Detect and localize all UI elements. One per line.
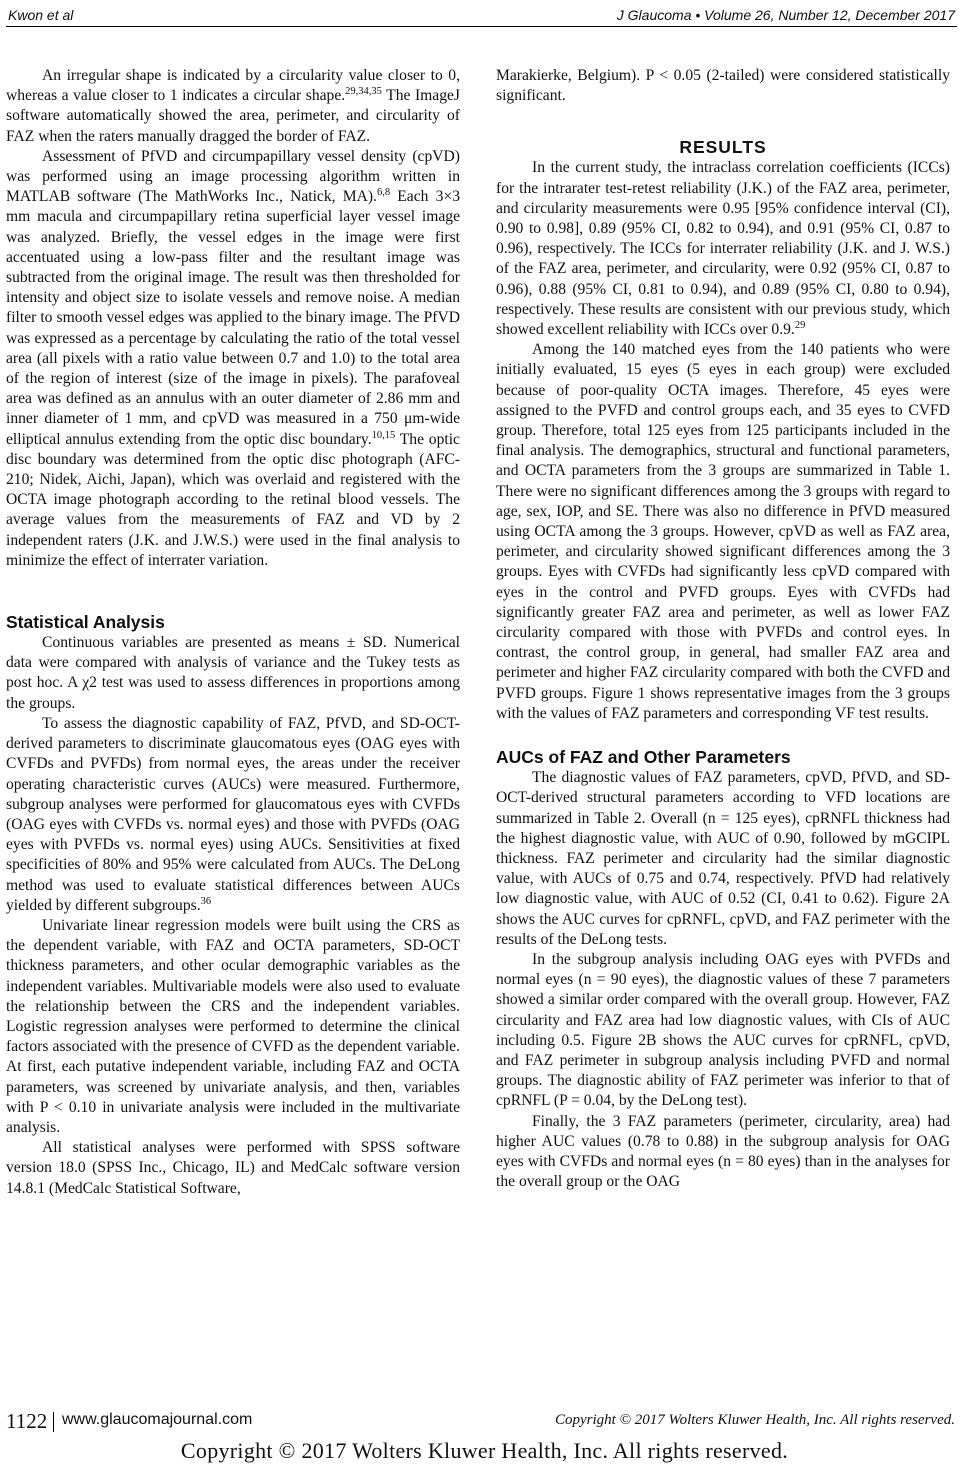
left-column [6,66,460,1199]
heading-aucs: AUCs of FAZ and Other Parameters [496,747,791,768]
citation: 29 [794,320,806,332]
paragraph-aucs-2: In the subgroup analysis including OAG eyes with PVFDs and normal eyes (n = 90 eyes), the diagnostic values of these 7 parameters showed a similar order compared with the overall group. However, FAZ circularity and FAZ area had low diagnostic values, with CIs of AUC including 0.5. Figure 2B shows the AUC curves for cpRNFL, cpVD, and FAZ perimeter in subgroup analysis including PVFD and normal groups. The diagnostic ability of FAZ perimeter was inferior to that of cpRNFL (P = 0.04, by the DeLong test). [496,950,950,1110]
citation: 36 [200,895,212,907]
paragraph-results-2: Among the 140 matched eyes from the 140 patients who were initially evaluated, 15 eyes (5 eyes in each group) were excluded because of poor-quality OCTA images. Therefore, 45 eyes were assigned to the PVFD and control groups each, and 35 eyes to CVFD group. Therefore, total 125 eyes from 125 participants included in the final analysis. The demographics, structural and functional parameters, and OCTA parameters from the 3 groups are summarized in Table 1. There were no significant differences among the 3 groups with regard to age, sex, IOP, and SE. There was also no difference in PfVD measured using OCTA among the 3 groups. However, cpVD as well as FAZ area, perimeter, and circularity showed significant differences among the 3 groups. Eyes with CVFDs had significantly less cpVD compared with eyes in the control and PVFD groups. Eyes with CVFDs had significantly greater FAZ area and perimeter, as well as lower FAZ circularity compared with those with PVFDs and control eyes. In contrast, the control group, in general, had smaller FAZ area and perimeter and higher FAZ circularity compared with both the CVFD and PVFD groups. Figure 1 shows representative images from the 3 groups with the values of FAZ parameters and corresponding VF test results. [496,341,950,722]
paragraph-stats-3: Univariate linear regression models were built using the CRS as the dependent variable, with FAZ and OCTA parameters, SD-OCT thickness parameters, and other ocular demographic variables as the independent variables. Multivariable models were also used to evaluate the relationship between the CRS and the independent variables. Logistic regression analyses were performed to determine the clinical factors associated with the presence of CVFD as the dependent variable. At first, each putative independent variable, including FAZ and OCTA parameters, was screened by univariate analysis, and then, variables with P < 0.10 in univariate analysis were included in the multivariate analysis. [6,916,460,1136]
paragraph-stats-2: To assess the diagnostic capability of FAZ, PfVD, and SD-OCT-derived parameters to discriminate glaucomatous eyes (OAG eyes with CVFDs and PVFDs) from normal eyes, the areas under the receiver operating characteristic curves (AUCs) were measured. Furthermore, subgroup analyses were performed for glaucomatous eyes with CVFDs (OAG eyes with CVFDs vs. normal eyes) and those with PVFDs (OAG eyes with PVFDs vs. normal eyes) using AUCs. Sensitivities at fixed specificities of 80% and 95% were calculated from AUCs. The DeLong method was used to evaluate statistical differences between AUCs yielded by different subgroups.$^{36}$ [6,714,460,914]
page-number: 1122 [6,1409,48,1433]
heading-results: RESULTS [679,137,767,158]
citation: 10,15 [371,429,396,441]
citation: 29,34,35 [345,86,382,98]
paragraph-aucs-1: The diagnostic values of FAZ parameters, cpVD, PfVD, and SD-OCT-derived structural parameters according to VFD locations are summarized in Table 2. Overall (n = 125 eyes), cpRNFL thickness had the highest diagnostic value, with AUC of 0.90, followed by mGCIPL thickness. FAZ perimeter and circularity had the similar diagnostic value, with AUCs of 0.75 and 0.74, respectively. PfVD had relatively low diagnostic value, with AUC of 0.52 (CI, 0.41 to 0.62). Figure 2A shows the AUC curves for cpRNFL, cpVD, and FAZ perimeter with the results of the DeLong tests. [496,769,950,948]
header-rule [6,26,957,27]
running-header [8,4,955,26]
journal-website-link[interactable]: www.glaucomajournal.com [62,1411,253,1428]
paragraph-continued: Marakierke, Belgium). P < 0.05 (2-tailed) were considered statistically significant. [496,67,950,105]
journal-running-head: J Glaucoma • Volume 26, Number 12, December 2017 [616,7,955,23]
paragraph-aucs-3: Finally, the 3 FAZ parameters (perimeter, circularity, area) had higher AUC values (0.78 to 0.88) in the subgroup analysis for OAG eyes with CVFDs and normal eyes (n = 80 eyes) than in the analyses for the overall group or the OAG [496,1112,950,1191]
footer-copyright: Copyright © 2017 Wolters Kluwer Health, Inc. All rights reserved. [555,1412,955,1428]
paragraph-circularity: An irregular shape is indicated by a circularity value closer to 0, whereas a value closer to 1 indicates a circular shape.$^{29,34,35}$ The ImageJ software automatically showed the area, perimeter, and circularity of FAZ when the raters manually dragged the border of FAZ. [6,67,460,145]
right-column [496,66,950,1192]
citation: 6,8 [376,187,391,199]
paragraph-stats-1: Continuous variables are presented as means ± SD. Numerical data were compared with analysis of variance and the Tukey tests as post hoc. A χ2 test was used to assess differences in proportions among the groups. [6,634,460,712]
paragraph-vessel-density: Assessment of PfVD and circumpapillary vessel density (cpVD) was performed using an image processing algorithm written in MATLAB software (The MathWorks Inc., Natick, MA).$^{6,8}$ Each 3×3 mm macula and circumpapillary retina superficial layer vessel image was analyzed. Briefly, the vessel edges in the image were first accentuated using a low-pass filter and the resultant image was subtracted from the original image. The result was then thresholded for intensity and object size to isolate vessels and remove noise. A median filter to smooth vessel edges was applied to the binary image. The PfVD was expressed as a percentage by calculating the ratio of the total vessel area (all pixels with a ratio value between 0.7 and 1.0) to the total area of the region of interest (size of the image in pixels). The parafoveal area was defined as an annulus with an outer diameter of 2.86 mm and inner diameter of 1 mm, and cpVD was measured in a 750 μm-wide elliptical annulus extending from the optic disc boundary.$^{10,15}$ The optic disc boundary was determined from the optic disc photograph (AFC-210; Nidek, Aichi, Japan), which was overlaid and registered with the OCTA image photograph according to the retinal blood vessels. The average values from the measurements of FAZ and VD by 2 independent raters (J.K. and J.W.S.) were used in the final analysis to minimize the effect of interrater variation. [6,147,460,569]
heading-statistical-analysis: Statistical Analysis [6,612,165,633]
watermark-copyright: Copyright © 2017 Wolters Kluwer Health, Inc. All rights reserved. [180,1438,789,1463]
author-running-head: Kwon et al [8,7,74,23]
page-footer [6,1409,955,1433]
paragraph-stats-4: All statistical analyses were performed with SPSS software version 18.0 (SPSS Inc., Chicago, IL) and MedCalc software version 14.8.1 (MedCalc Statistical Software, [6,1139,460,1197]
footer-separator [53,1412,54,1432]
paragraph-results-1: In the current study, the intraclass correlation coefficients (ICCs) for the intrarater test-retest reliability (J.K.) of the FAZ area, perimeter, and circularity measurements were 0.95 [95% confidence interval (CI), 0.90 to 0.98], 0.89 (95% CI, 0.82 to 0.94), and 0.91 (95% CI, 0.87 to 0.96), respectively. The ICCs for interrater reliability (J.K. and J. W.S.) of the FAZ area, perimeter, and circularity, were 0.92 (95% CI, 0.87 to 0.96), 0.88 (95% CI, 0.81 to 0.94), and 0.89 (95% CI, 0.80 to 0.94), respectively. These results are consistent with our previous study, which showed excellent reliability with ICCs over 0.9.29 [496,159,950,339]
